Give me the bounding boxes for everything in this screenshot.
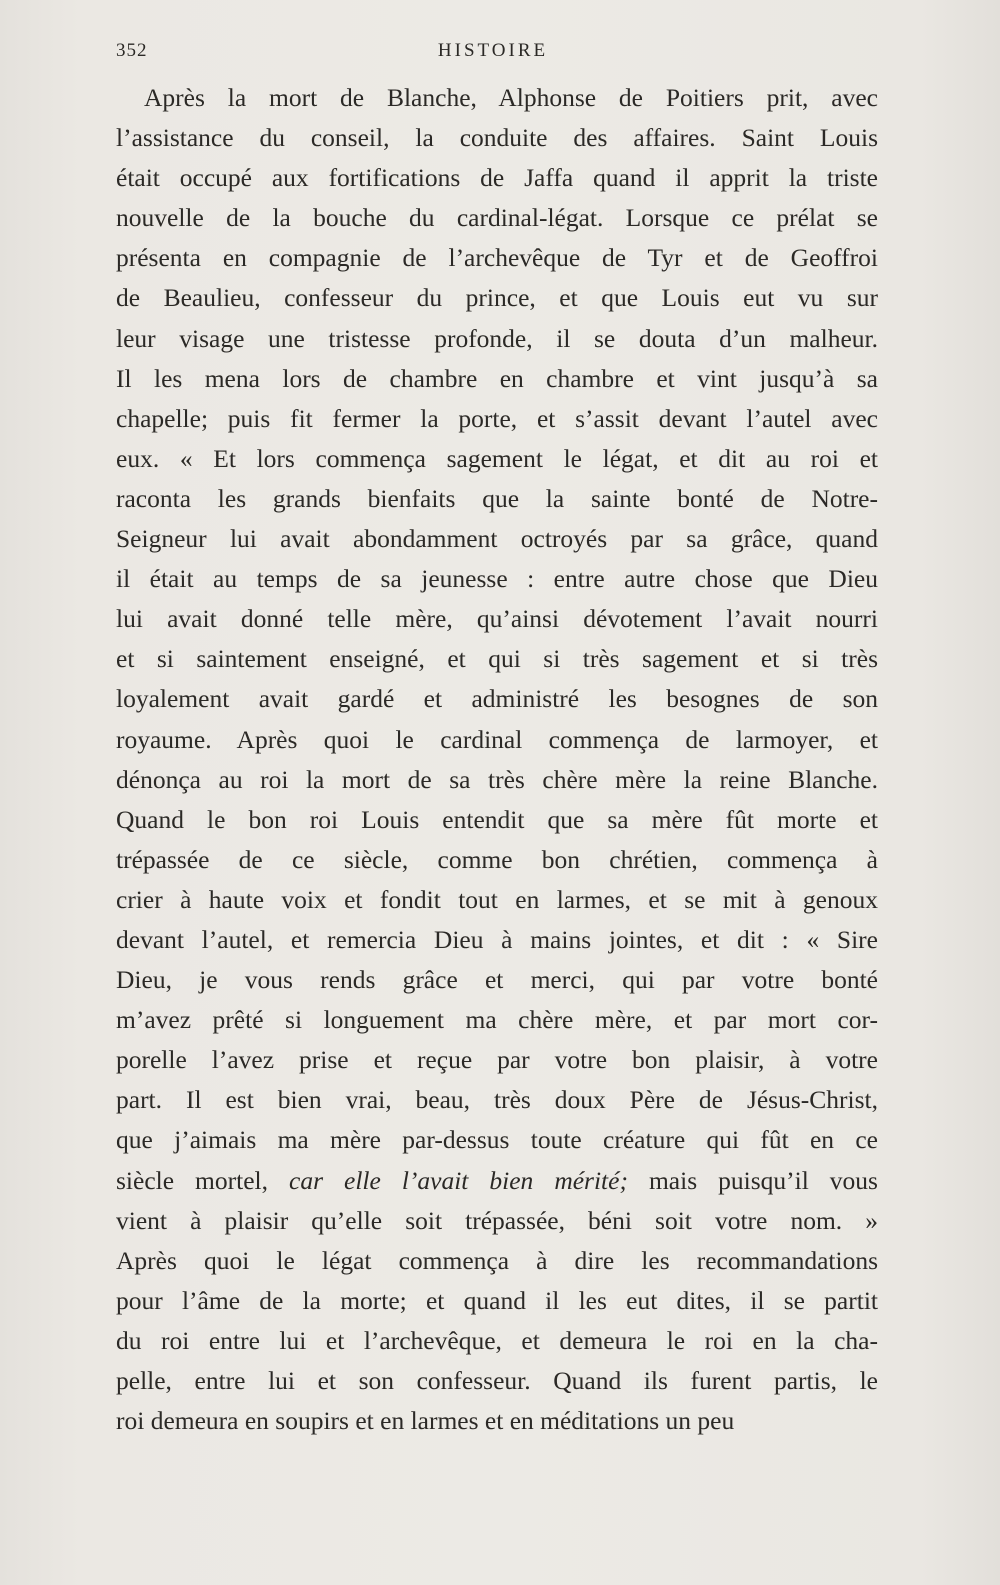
text-line: pelle, entre lui et son confesseur. Quand ils furent partis, le [116,1366,878,1395]
text-line: et si saintement enseigné, et qui si très sagement et si très [116,644,878,674]
running-title: HISTOIRE [437,40,549,61]
text-line: devant l’autel, et remercia Dieu à mains jointes, et dit : « Sire [116,924,878,954]
text-line: pour l’âme de la morte; et quand il les eut dites, il se partit [116,1285,878,1315]
text-line: trépassée de ce siècle, comme bon chrétien, commença à [116,844,878,874]
text-line: raconta les grands bienfaits que la sainte bonté de Notre- [116,483,878,513]
page-header [116,40,870,68]
text-line: nouvelle de la bouche du cardinal-légat. Lorsque ce prélat se [116,203,878,233]
text-line: Quand le bon roi Louis entendit que sa mère fût morte et [116,804,878,834]
text-line: eux. « Et lors commença sagement le légat, et dit au roi et [116,443,878,473]
text-line: vient à plaisir qu’elle soit trépassée, béni soit votre nom. » [116,1205,878,1235]
text-line: roi demeura en soupirs et en larmes et en méditations un peu [116,1406,735,1436]
text-line: était occupé aux fortifications de Jaffa quand il apprit la triste [116,163,878,193]
text-line: crier à haute voix et fondit tout en larmes, et se mit à genoux [116,884,878,914]
text-line: présenta en compagnie de l’archevêque de Tyr et de Geoffroi [116,243,878,273]
text-line: Après la mort de Blanche, Alphonse de Poitiers prit, avec [144,83,878,112]
text-line: loyalement avait gardé et administré les besognes de son [116,684,878,714]
text-line: porelle l’avez prise et reçue par votre bon plaisir, à votre [116,1045,878,1075]
text-line: Dieu, je vous rends grâce et merci, qui par votre bonté [116,965,878,995]
text-line: Après quoi le légat commença à dire les recommandations [116,1245,878,1275]
text-line: m’avez prêté si longuement ma chère mère, et par mort cor- [116,1005,878,1035]
text-line [116,1161,878,1201]
text-run: mais puisqu’il vous [627,1165,878,1195]
text-line: lui avait donné telle mère, qu’ainsi dévotement l’avait nourri [116,604,878,634]
text-line: leur visage une tristesse profonde, il se douta d’un malheur. [116,323,878,353]
italic-text-run: car elle l’avait bien mérité; [289,1165,628,1195]
text-line: chapelle; puis fit fermer la porte, et s’assit devant l’autel avec [116,403,878,433]
text-line: Il les mena lors de chambre en chambre et vint jusqu’à sa [116,363,878,393]
text-run: siècle mortel, [116,1165,290,1195]
text-line: que j’aimais ma mère par-dessus toute créature qui fût en ce [116,1125,878,1155]
text-line: dénonça au roi la mort de sa très chère mère la reine Blanche. [116,764,878,794]
page-number: 352 [116,40,148,61]
text-line: du roi entre lui et l’archevêque, et demeura le roi en la cha- [116,1325,878,1355]
text-line: de Beaulieu, confesseur du prince, et que Louis eut vu sur [116,283,878,313]
text-line: il était au temps de sa jeunesse : entre autre chose que Dieu [116,564,878,594]
text-line: part. Il est bien vrai, beau, très doux Père de Jésus-Christ, [116,1085,878,1115]
text-line: Seigneur lui avait abondamment octroyés par sa grâce, quand [116,524,878,554]
text-line: l’assistance du conseil, la conduite des affaires. Saint Louis [116,123,878,153]
text-line: royaume. Après quoi le cardinal commença de larmoyer, et [116,724,878,754]
body-text [116,78,878,1441]
